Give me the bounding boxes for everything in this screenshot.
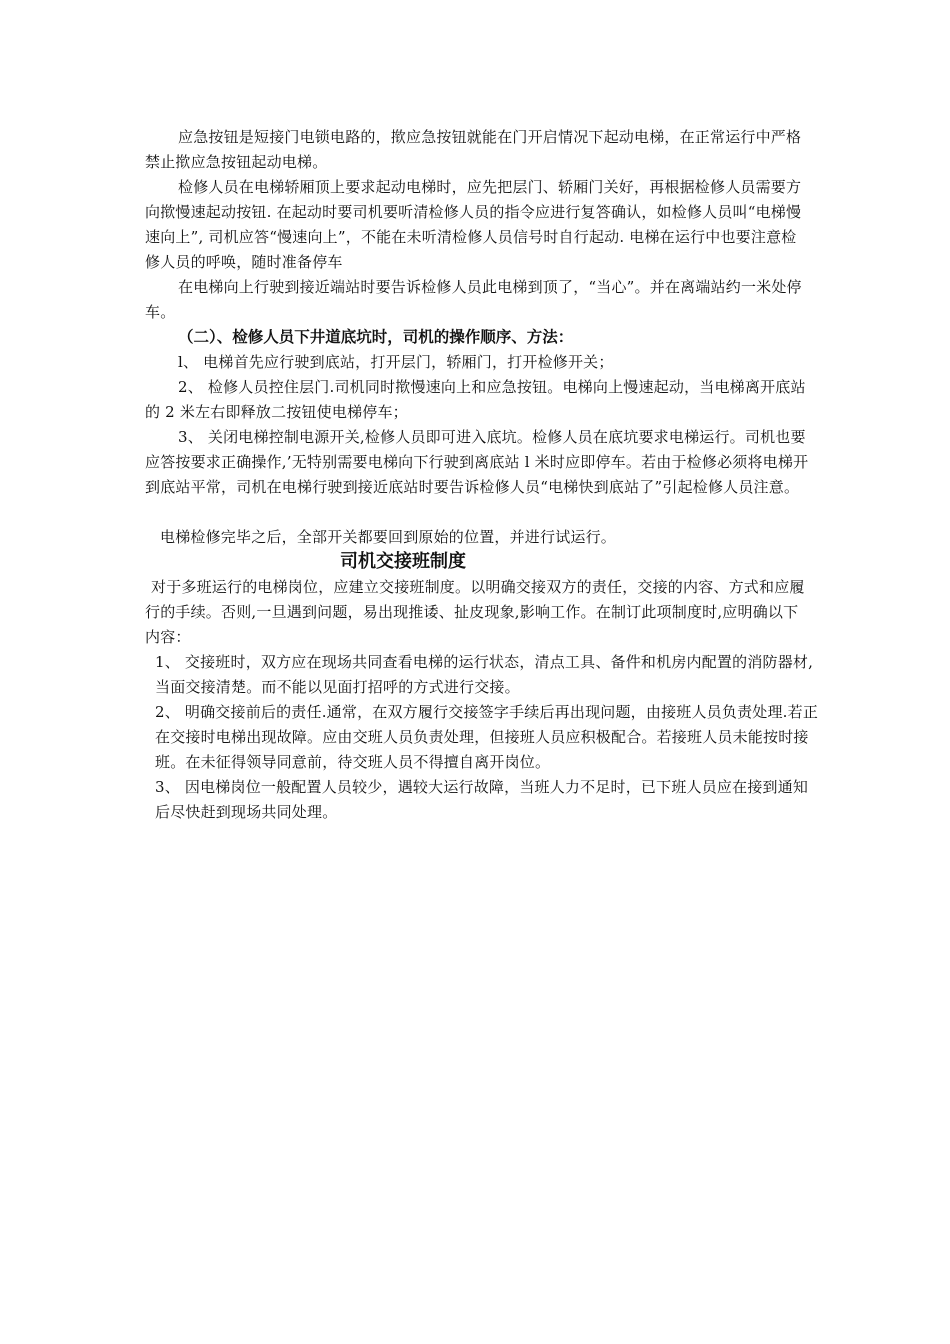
- shift-rule-text: 1、 交接班时，双方应在现场共同查看电梯的运行状态，清点工具、备件和机房内配置的消防器材,当面交接清楚。而不能以见面打招呼的方式进行交接。: [155, 653, 814, 696]
- paragraph-emergency-button: 应急按钮是短接门电锁电路的，揿应急按钮就能在门开启情况下起动电梯，在正常运行中严格禁止揿应急按钮起动电梯。: [145, 128, 802, 171]
- pit-step-2: 2、 检修人员控住层门.司机同时揿慢速向上和应急按钮。电梯向上慢速起动，当电梯离开底站的 2 米左右即释放二按钮使电梯停车；: [145, 378, 806, 421]
- pit-step-3: 3、 关闭电梯控制电源开关,检修人员即可进入底坑。检修人员在底坑要求电梯运行。司机也要应答按要求正确操作,’无特别需要电梯向下行驶到离底站 l 米时应即停车。若由于检修必须将电梯开到底站平常，司机在电梯行驶到接近底站时要告诉检修人员“电梯快到底站了”引起检修人员注意。: [145, 428, 809, 496]
- shift-rule-3: [145, 775, 820, 825]
- section-heading-pit: （二）、检修人员下井道底坑时，司机的操作顺序、方法：: [178, 328, 574, 346]
- paragraph-finish: 电梯检修完毕之后，全部开关都要回到原始的位置，并进行试运行。: [160, 528, 617, 546]
- paragraph-car-top-inspection: 检修人员在电梯轿厢顶上要求起动电梯时，应先把层门、轿厢门关好，再根据检修人员需要方向揿慢速起动按钮. 在起动时要司机要听清检修人员的指令应进行复答确认，如检修人员叫“电梯慢速向上”, 司机应答“慢速向上”，不能在未听清检修人员信号时自行起动. 电梯在运行中也要注意检修人员的呼唤，随时准备停车: [145, 178, 802, 271]
- paragraph-shift-intro: 对于多班运行的电梯岗位，应建立交接班制度。以明确交接双方的责任，交接的内容、方式和应履行的手续。否则,一旦遇到问题，易出现推诿、扯皮现象,影响工作。在制订此项制度时,应明确以下内容：: [145, 578, 805, 646]
- shift-rule-1: [145, 650, 820, 700]
- pit-step-1: l、 电梯首先应行驶到底站，打开层门，轿厢门，打开检修开关；: [178, 353, 614, 371]
- shift-rule-text: 2、 明确交接前后的责任.通常，在双方履行交接签字手续后再出现问题，由接班人员负责处理.若正在交接时电梯出现故障。应由交班人员负责处理，但接班人员应积极配合。若接班人员未能按时接班。在未征得领导同意前，待交班人员不得擅自离开岗位。: [155, 703, 819, 771]
- shift-rule-2: [145, 700, 820, 775]
- page-title-shift-handover: 司机交接班制度: [340, 551, 466, 572]
- shift-rule-text: 3、 因电梯岗位一般配置人员较少，遇较大运行故障，当班人力不足时，已下班人员应在接到通知后尽快赶到现场共同处理。: [155, 778, 809, 821]
- paragraph-upward-approach: 在电梯向上行驶到接近端站时要告诉检修人员此电梯到顶了，“当心”。并在离端站约一米处停车。: [145, 278, 802, 321]
